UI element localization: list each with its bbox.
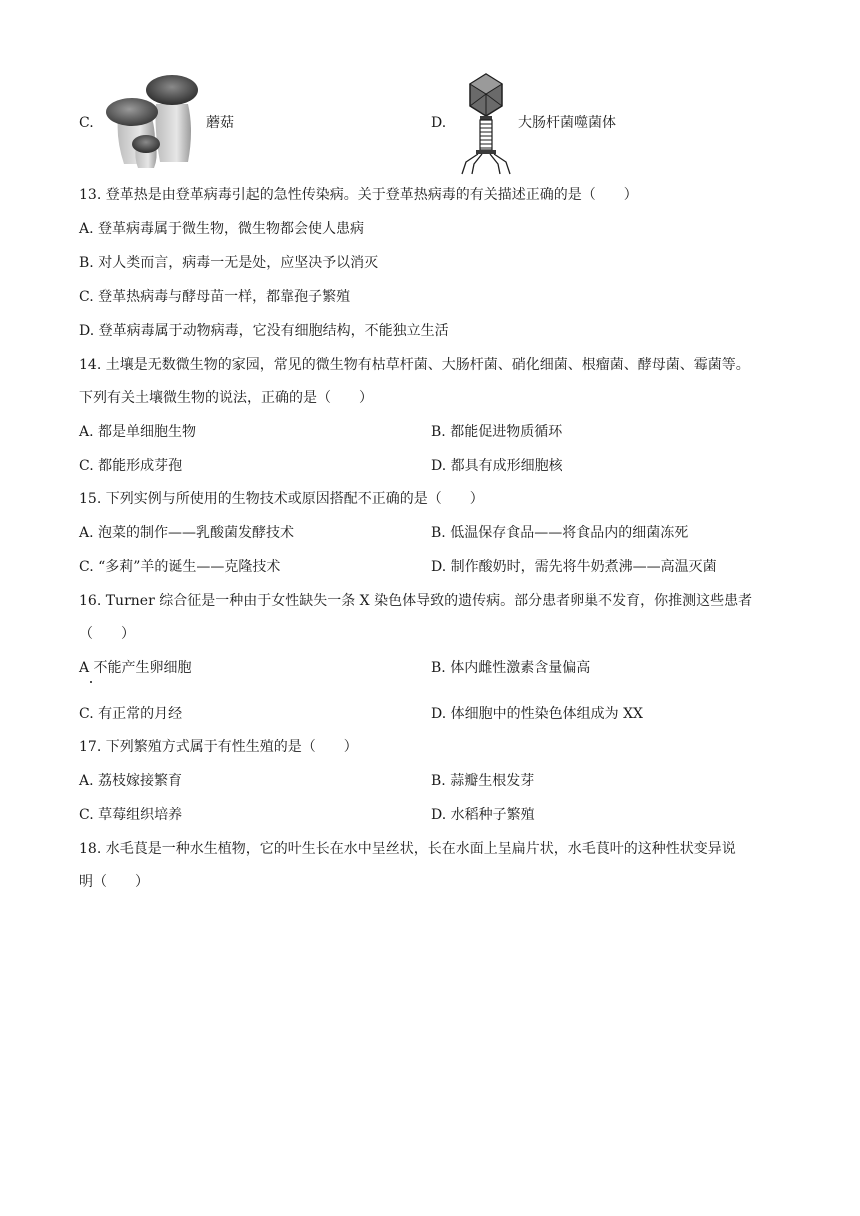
- q14-stem-line-2: 下列有关土壤微生物的说法，正确的是（ ）: [79, 390, 373, 406]
- option-c-letter: C.: [79, 115, 94, 131]
- q16-option-d: D. 体细胞中的性染色体组成为 XX: [431, 706, 644, 722]
- q13-option-a: A. 登革病毒属于微生物，微生物都会使人患病: [79, 221, 365, 237]
- q17-option-a: A. 荔枝嫁接繁育: [79, 773, 183, 789]
- q18-stem-line-1: 18. 水毛茛是一种水生植物，它的叶生长在水中呈丝状，长在水面上呈扁片状，水毛茛叶的这种性状变异说: [79, 841, 736, 857]
- q15-stem-line-1: 15. 下列实例与所使用的生物技术或原因搭配不正确的是（ ）: [79, 491, 484, 507]
- q16-stem-line-1: 16. Turner 综合征是一种由于女性缺失一条 X 染色体导致的遗传病。部分患者卵巢不发育，你推测这些患者: [79, 593, 753, 609]
- q14-option-d: D. 都具有成形细胞核: [431, 458, 563, 474]
- q14-option-a: A. 都是单细胞生物: [79, 424, 197, 440]
- option-d-label: 大肠杆菌噬菌体: [518, 115, 616, 131]
- q14-option-c: C. 都能形成芽孢: [79, 458, 183, 474]
- mushroom-photo-icon: [102, 70, 202, 170]
- q13-option-d: D. 登革病毒属于动物病毒，它没有细胞结构，不能独立生活: [79, 323, 449, 339]
- q13-option-b: B. 对人类而言，病毒一无是处，应坚决予以消灭: [79, 255, 379, 271]
- q14-stem-line-1: 14. 土壤是无数微生物的家园，常见的微生物有枯草杆菌、大肠杆菌、硝化细菌、根瘤菌、酵母菌、霉菌等。: [79, 357, 750, 373]
- q17-option-b: B. 蒜瓣生根发芽: [431, 773, 535, 789]
- q16-option-a: A 不能产生卵细胞: [79, 660, 192, 676]
- q15-option-b: B. 低温保存食品——将食品内的细菌冻死: [431, 525, 689, 541]
- q15-option-c: C. “多莉”羊的诞生——克隆技术: [79, 559, 281, 575]
- option-c-label: 蘑菇: [206, 115, 234, 131]
- q18-stem-line-2: 明（ ）: [79, 874, 149, 890]
- bacteriophage-illustration-icon: [458, 72, 514, 176]
- q13-option-c: C. 登革热病毒与酵母苗一样，都靠孢子繁殖: [79, 289, 351, 305]
- q14-option-b: B. 都能促进物质循环: [431, 424, 563, 440]
- q13-stem-line-1: 13. 登革热是由登革病毒引起的急性传染病。关于登革热病毒的有关描述正确的是（ ）: [79, 187, 638, 203]
- q17-option-d: D. 水稻种子繁殖: [431, 807, 535, 823]
- q15-option-a: A. 泡菜的制作——乳酸菌发酵技术: [79, 525, 295, 541]
- q15-option-d: D. 制作酸奶时，需先将牛奶煮沸——高温灭菌: [431, 559, 717, 575]
- option-d-letter: D.: [431, 115, 447, 131]
- q17-option-c: C. 草莓组织培养: [79, 807, 183, 823]
- q16-option-b: B. 体内雌性激素含量偏高: [431, 660, 591, 676]
- option-a-dot-mark: [90, 681, 92, 683]
- q17-stem-line-1: 17. 下列繁殖方式属于有性生殖的是（ ）: [79, 739, 358, 755]
- q16-stem-line-2: （ ）: [79, 626, 135, 642]
- q16-option-c: C. 有正常的月经: [79, 706, 183, 722]
